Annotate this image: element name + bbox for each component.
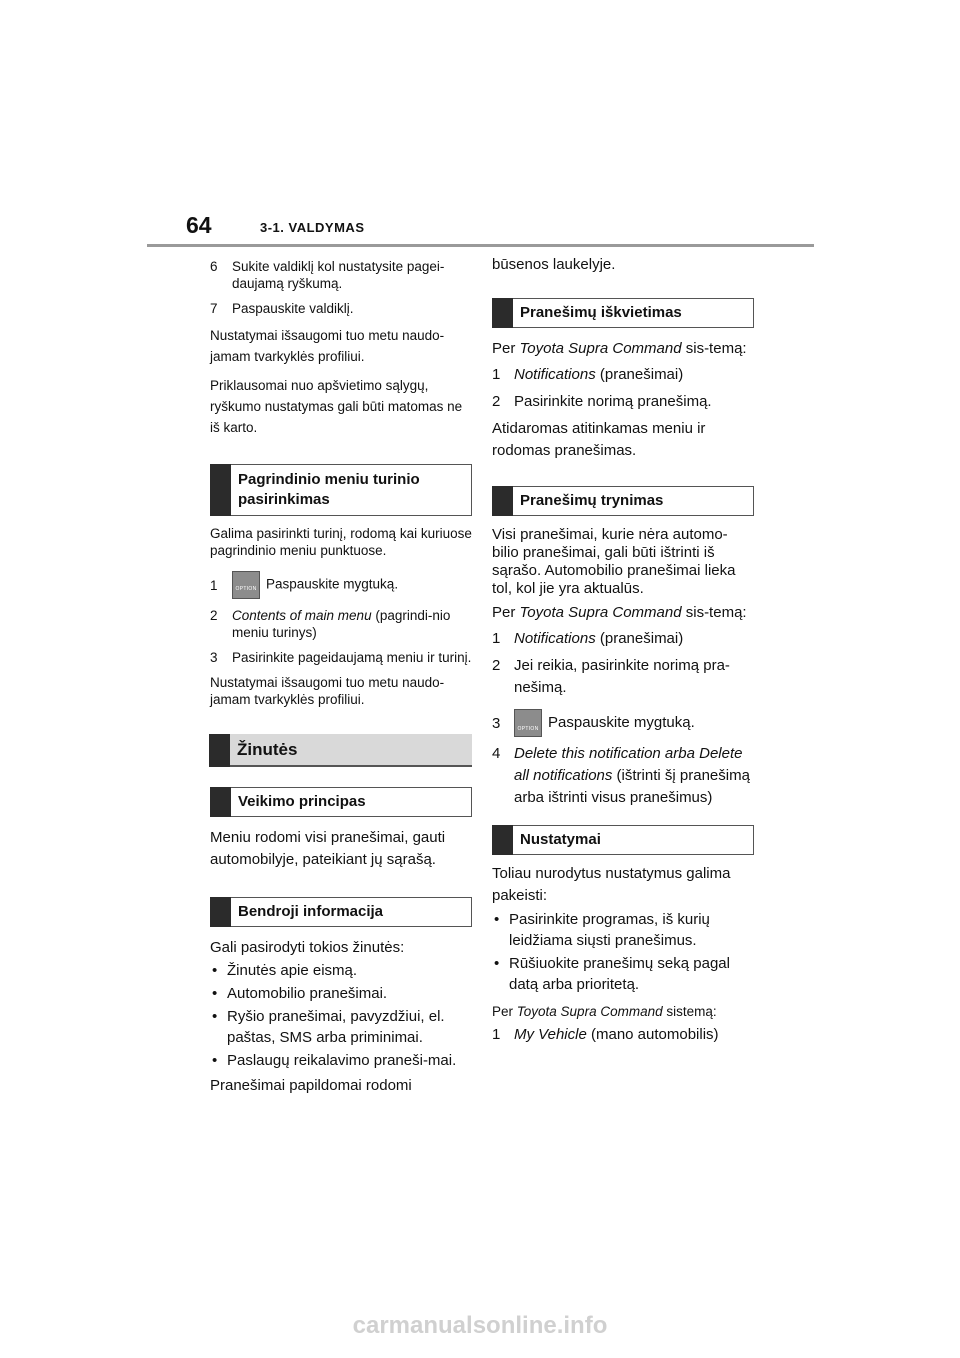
- step-7: [210, 300, 472, 317]
- option-button-label: OPTION: [517, 726, 539, 732]
- heading-label: Nustatymai: [520, 831, 601, 848]
- heading-label: Bendroji informacija: [238, 903, 384, 920]
- step-number: 1: [492, 1026, 501, 1043]
- heading-label: Pranešimų iškvietimas: [520, 304, 682, 321]
- section-title: 3-1. VALDYMAS: [260, 220, 365, 235]
- heading-bar: [210, 897, 231, 927]
- text: sis-temą:: [681, 604, 747, 621]
- paragraph: [492, 338, 754, 360]
- system-name: Toyota Supra Command: [519, 340, 682, 357]
- paragraph: Priklausomai nuo apšvietimo sąlygų, ryškumo nustatymas gali būti matomas ne iš karto.: [210, 378, 463, 435]
- text: sistemą:: [662, 1004, 717, 1019]
- paragraph: būsenos laukelyje.: [492, 256, 616, 273]
- paragraph: [492, 1003, 754, 1020]
- step-number: 1: [210, 577, 218, 593]
- system-name: Toyota Supra Command: [516, 1004, 663, 1019]
- header-rule: [147, 244, 814, 247]
- option-button-label: OPTION: [235, 586, 257, 592]
- step-text: Paspauskite mygtuką.: [266, 576, 399, 592]
- step-1: [492, 1024, 754, 1045]
- message-types-list: [210, 960, 472, 1071]
- text: sis-temą:: [681, 340, 747, 357]
- paragraph: Pranešimai papildomai rodomi: [210, 1077, 412, 1094]
- paragraph: Nustatymai išsaugomi tuo metu naudo-jamam tvarkyklės profiliui.: [210, 675, 445, 707]
- step-number: 2: [210, 608, 218, 623]
- step-text: (ištrinti šį pranešimą arba ištrinti visus pranešimus): [514, 767, 750, 806]
- step-2: [210, 607, 472, 641]
- step-text: (pranešimai): [595, 630, 684, 647]
- paragraph: Galima pasirinkti turinį, rodomą kai kuriuose pagrindinio meniu punktuose.: [210, 526, 472, 558]
- paragraph: Toliau nurodytus nustatymus galima pakeisti:: [492, 865, 731, 904]
- heading-label: Pagrindinio meniu turinio pasirinkimas: [238, 471, 420, 508]
- menu-item-name: Delete this notification arba Delete all notifications: [514, 745, 743, 784]
- list-item: • Žinutės apie eismą.: [210, 960, 472, 981]
- list-item: • Pasirinkite programas, iš kurių leidžiama siųsti pranešimus.: [492, 909, 754, 951]
- paragraph: Visi pranešimai, kurie nėra automo-bilio pranešimai, gali būti ištrinti iš sąrašo. Automobilio pranešimai lieka tol, kol jie yra aktualūs.: [492, 526, 736, 597]
- system-name: Toyota Supra Command: [519, 604, 682, 621]
- list-item: • Automobilio pranešimai.: [210, 983, 472, 1004]
- list-item: • Ryšio pranešimai, pavyzdžiui, el. paštas, SMS arba priminimai.: [210, 1006, 472, 1048]
- option-button-icon: [232, 571, 260, 599]
- paragraph: Gali pasirodyti tokios žinutės:: [210, 939, 405, 956]
- step-text: (mano automobilis): [586, 1026, 719, 1043]
- step-number: 7: [210, 301, 218, 316]
- text: Per: [492, 340, 520, 357]
- step-number: 4: [492, 745, 501, 762]
- paragraph: Nustatymai išsaugomi tuo metu naudo-jamam tvarkyklės profiliui.: [210, 328, 445, 364]
- step-number: 6: [210, 259, 218, 274]
- heading-general-info: [210, 897, 472, 927]
- heading-bar: [209, 734, 230, 767]
- paragraph: Atidaromas atitinkamas meniu ir rodomas pranešimas.: [492, 420, 706, 459]
- step-number: 1: [492, 630, 501, 647]
- option-button-icon: [514, 709, 542, 737]
- list-item: • Rūšiuokite pranešimų seką pagal datą arba prioritetą.: [492, 953, 754, 995]
- step-3: [210, 649, 472, 666]
- menu-item-name: Contents of main menu: [232, 608, 372, 623]
- heading-bar: [492, 825, 513, 855]
- heading-bar: [210, 787, 231, 817]
- right-column: [492, 254, 754, 1045]
- heading-label: Pranešimų trynimas: [520, 492, 664, 509]
- text: Per: [492, 604, 520, 621]
- menu-item-name: Notifications: [514, 366, 596, 383]
- left-column: [210, 254, 472, 1096]
- heading-calling-messages: [492, 298, 754, 328]
- watermark: carmanualsonline.info: [352, 1312, 608, 1339]
- step-text: Paspauskite valdiklį.: [232, 301, 354, 316]
- step-text: (pranešimai): [595, 366, 684, 383]
- paragraph: Meniu rodomi visi pranešimai, gauti automobilyje, pateikiant jų sąrašą.: [210, 829, 446, 868]
- menu-item-name: Notifications: [514, 630, 596, 647]
- heading-operating-principle: [210, 787, 472, 817]
- heading-bar: [492, 298, 513, 328]
- heading-bar: [492, 486, 513, 516]
- step-number: 2: [492, 393, 501, 410]
- step-number: 1: [492, 366, 501, 383]
- step-text: Pasirinkite pageidaujamą meniu ir turinį.: [232, 650, 472, 665]
- heading-label: Žinutės: [237, 739, 298, 759]
- step-1: [210, 571, 472, 599]
- step-text: (pagrindi-nio meniu turinys): [232, 608, 451, 640]
- heading-deleting-messages: [492, 486, 754, 516]
- step-6: [210, 258, 472, 292]
- step-text: Paspauskite mygtuką.: [548, 713, 695, 731]
- list-item: • Paslaugų reikalavimo praneši-mai.: [210, 1050, 472, 1071]
- step-1: [492, 628, 754, 649]
- heading-messages: [210, 734, 472, 767]
- paragraph: [492, 602, 754, 624]
- text: Per: [492, 1004, 517, 1019]
- step-4: [492, 743, 754, 809]
- heading-bar: [210, 464, 231, 516]
- step-number: 2: [492, 657, 501, 674]
- heading-settings: [492, 825, 754, 855]
- step-number: 3: [210, 650, 218, 665]
- step-2: [492, 391, 754, 412]
- settings-list: [492, 909, 754, 995]
- step-3: [492, 709, 754, 737]
- page-number: 64: [186, 212, 212, 238]
- heading-label: Veikimo principas: [238, 793, 366, 810]
- step-text: Sukite valdiklį kol nustatysite pagei-daujamą ryškumą.: [232, 259, 445, 291]
- step-2: [492, 655, 754, 699]
- menu-item-name: My Vehicle: [514, 1026, 587, 1043]
- step-text: Pasirinkite norimą pranešimą.: [514, 393, 712, 410]
- heading-main-menu-content: [210, 464, 472, 516]
- step-number: 3: [492, 714, 501, 732]
- step-text: Jei reikia, pasirinkite norimą pra-nešimą.: [514, 657, 730, 696]
- step-1: [492, 364, 754, 385]
